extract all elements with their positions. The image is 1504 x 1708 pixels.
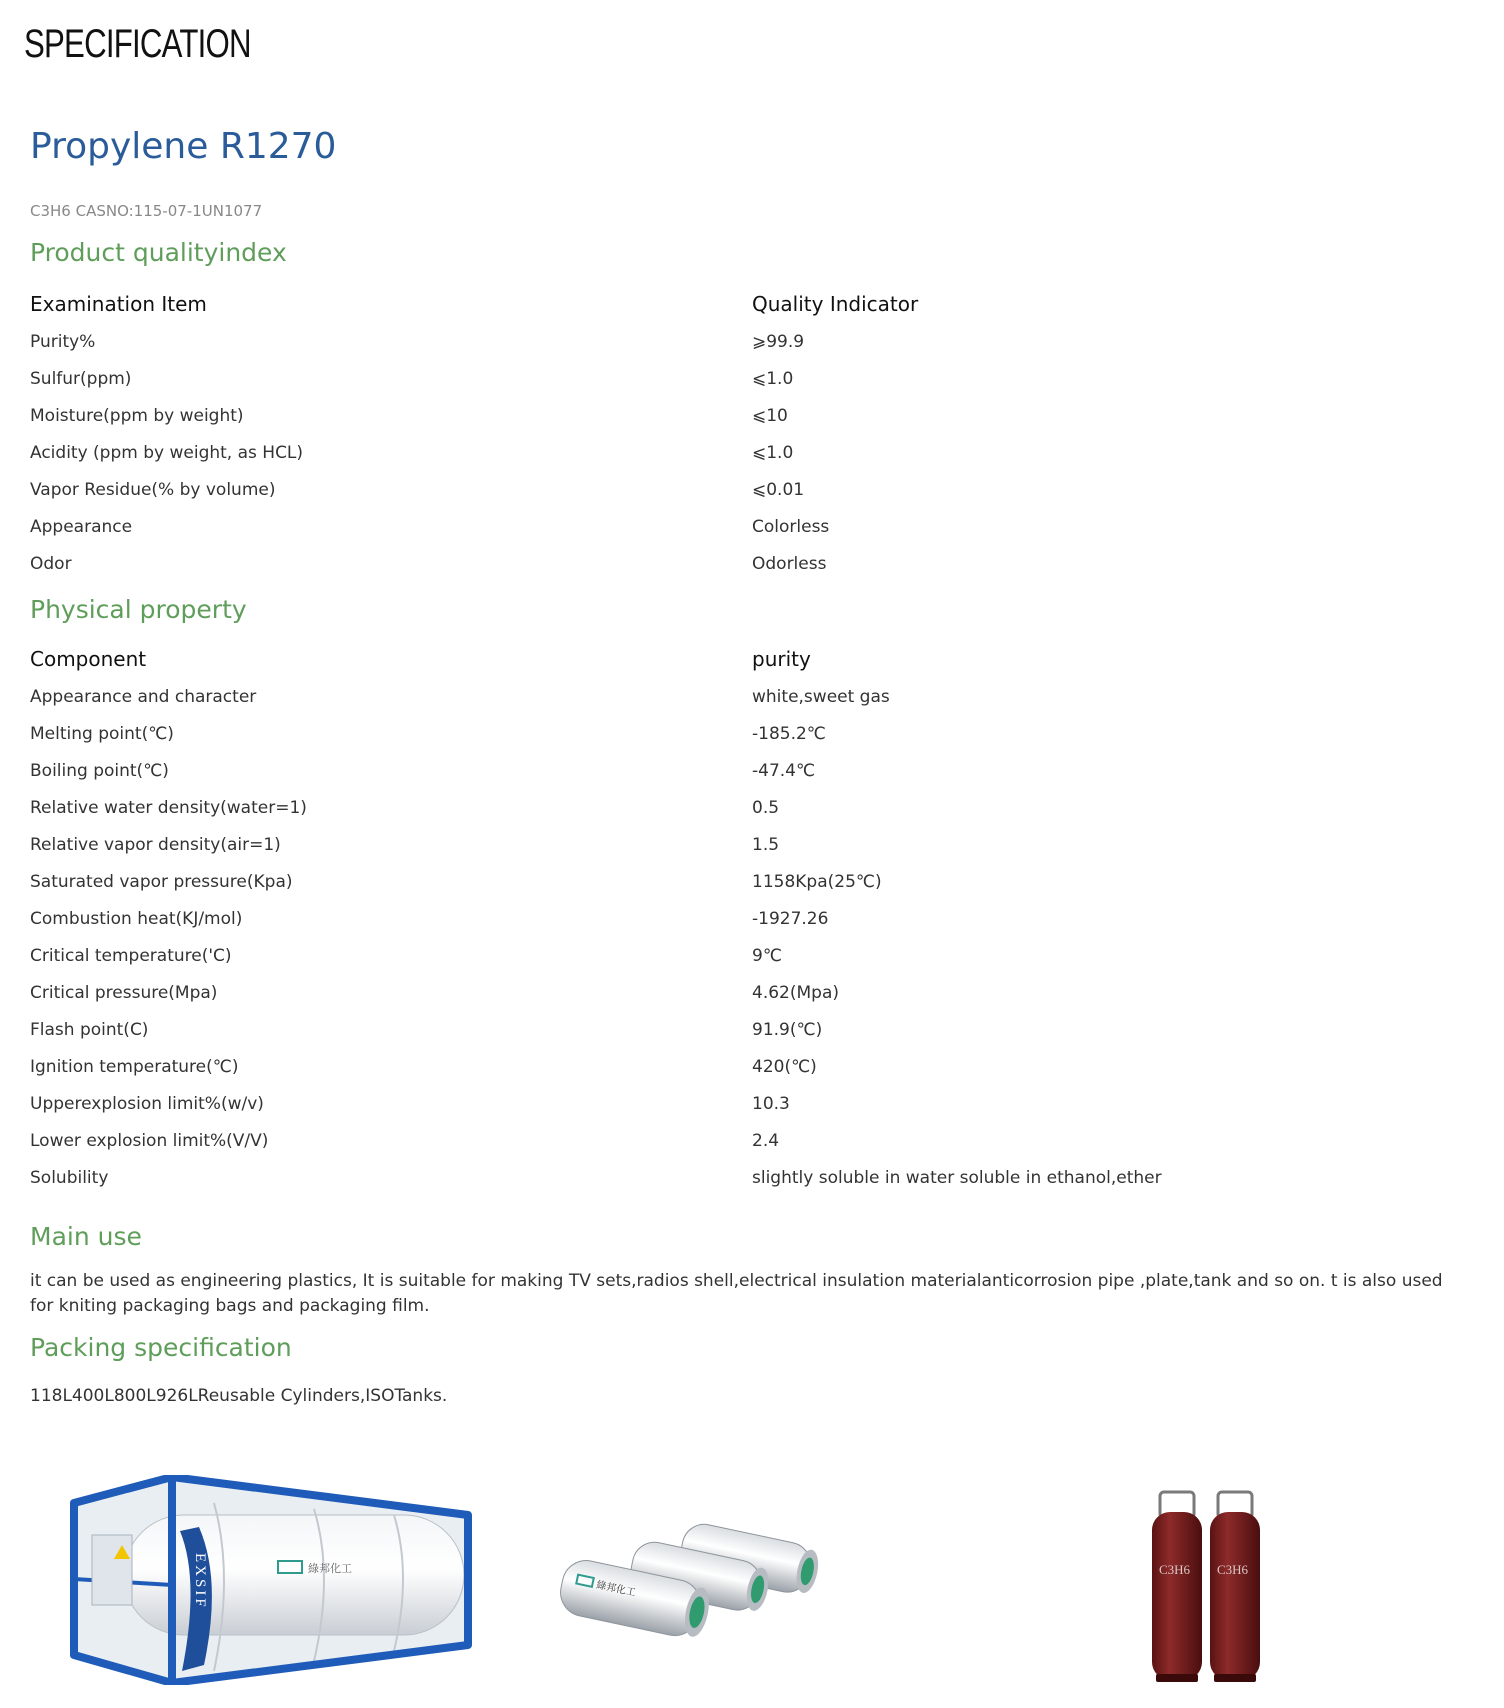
- property-value: 9℃: [752, 946, 782, 966]
- table-row: [30, 983, 1470, 1020]
- property-name: Relative water density(water=1): [30, 798, 307, 818]
- column-header-quality-indicator: Quality Indicator: [752, 292, 919, 316]
- property-name: Critical temperature('C): [30, 946, 232, 966]
- table-row: [30, 406, 1470, 443]
- property-value: -185.2℃: [752, 724, 826, 744]
- property-name: Combustion heat(KJ/mol): [30, 909, 243, 929]
- section-title-physical-property: Physical property: [30, 595, 247, 624]
- red-cylinder-label-right: C3H6: [1217, 1562, 1249, 1577]
- item-name: Sulfur(ppm): [30, 369, 132, 389]
- table-row: [30, 835, 1470, 872]
- exsif-brand-text: EXSIF: [192, 1553, 208, 1610]
- table-header-row: [30, 647, 1470, 687]
- property-value: -1927.26: [752, 909, 829, 929]
- tank-badge-text: 綠邦化工: [308, 1562, 352, 1575]
- item-value: Odorless: [752, 554, 827, 574]
- table-row: [30, 332, 1470, 369]
- table-row: [30, 480, 1470, 517]
- item-value: ⩾99.9: [752, 332, 805, 352]
- item-name: Odor: [30, 554, 72, 574]
- section-title-main-use: Main use: [30, 1222, 142, 1251]
- table-row: [30, 1057, 1470, 1094]
- table-row: [30, 798, 1470, 835]
- section-title-packing-specification: Packing specification: [30, 1333, 292, 1362]
- property-name: Relative vapor density(air=1): [30, 835, 281, 855]
- property-name: Upperexplosion limit%(w/v): [30, 1094, 264, 1114]
- table-row: [30, 517, 1470, 554]
- table-row: [30, 1094, 1470, 1131]
- quality-index-table: [30, 292, 1470, 591]
- physical-property-table: [30, 647, 1470, 1205]
- cylinder-label-text: 綠邦化工: [595, 1579, 637, 1599]
- item-value: ⩽10: [752, 406, 788, 426]
- table-row: [30, 687, 1470, 724]
- property-value: 91.9(℃): [752, 1020, 823, 1040]
- product-subtitle: C3H6 CASNO:115-07-1UN1077: [30, 202, 263, 220]
- property-value: -47.4℃: [752, 761, 816, 781]
- property-value: slightly soluble in water soluble in ethanol,ether: [752, 1168, 1162, 1188]
- table-row: [30, 1168, 1470, 1205]
- property-value: 0.5: [752, 798, 780, 818]
- item-value: ⩽0.01: [752, 480, 805, 500]
- property-value: 1158Kpa(25℃): [752, 872, 882, 892]
- property-name: Critical pressure(Mpa): [30, 983, 218, 1003]
- table-row: [30, 369, 1470, 406]
- table-row: [30, 946, 1470, 983]
- property-value: 1.5: [752, 835, 780, 855]
- item-name: Appearance: [30, 517, 133, 537]
- packing-text: 118L400L800L926LReusable Cylinders,ISOTanks.: [30, 1386, 448, 1406]
- table-row: [30, 872, 1470, 909]
- property-name: Boiling point(℃): [30, 761, 169, 781]
- table-header-row: [30, 292, 1470, 332]
- table-row: [30, 443, 1470, 480]
- item-value: ⩽1.0: [752, 369, 794, 389]
- section-title-quality-index: Product qualityindex: [30, 238, 287, 267]
- property-name: Solubility: [30, 1168, 109, 1188]
- property-value: 2.4: [752, 1131, 780, 1151]
- item-value: ⩽1.0: [752, 443, 794, 463]
- table-row: [30, 761, 1470, 798]
- gas-cylinders-image: [550, 1520, 830, 1650]
- table-row: [30, 1020, 1470, 1057]
- item-name: Vapor Residue(% by volume): [30, 480, 276, 500]
- product-title: Propylene R1270: [30, 126, 337, 167]
- property-value: 4.62(Mpa): [752, 983, 839, 1003]
- table-row: [30, 909, 1470, 946]
- property-name: Flash point(C): [30, 1020, 149, 1040]
- red-cylinders-image: [1150, 1490, 1268, 1686]
- table-row: [30, 724, 1470, 761]
- property-name: Melting point(℃): [30, 724, 174, 744]
- main-use-text: it can be used as engineering plastics, It is suitable for making TV sets,radios shell,electrical insulation materialanticorrosion pipe ,plate,tank and so on. t is also used for kniting packaging bags and packaging film.: [30, 1271, 1443, 1316]
- property-name: Appearance and character: [30, 687, 257, 707]
- table-row: [30, 554, 1470, 591]
- item-name: Purity%: [30, 332, 96, 352]
- property-value: white,sweet gas: [752, 687, 890, 707]
- table-row: [30, 1131, 1470, 1168]
- property-value: 420(℃): [752, 1057, 817, 1077]
- column-header-component: Component: [30, 647, 147, 671]
- iso-tank-image: [64, 1475, 472, 1685]
- item-value: Colorless: [752, 517, 830, 537]
- specification-heading: SPECIFICATION: [24, 22, 251, 66]
- property-name: Ignition temperature(℃): [30, 1057, 239, 1077]
- property-name: Lower explosion limit%(V/V): [30, 1131, 269, 1151]
- red-cylinder-label-left: C3H6: [1159, 1562, 1191, 1577]
- property-name: Saturated vapor pressure(Kpa): [30, 872, 293, 892]
- column-header-examination-item: Examination Item: [30, 292, 207, 316]
- item-name: Moisture(ppm by weight): [30, 406, 244, 426]
- property-value: 10.3: [752, 1094, 790, 1114]
- item-name: Acidity (ppm by weight, as HCL): [30, 443, 304, 463]
- column-header-purity: purity: [752, 647, 811, 671]
